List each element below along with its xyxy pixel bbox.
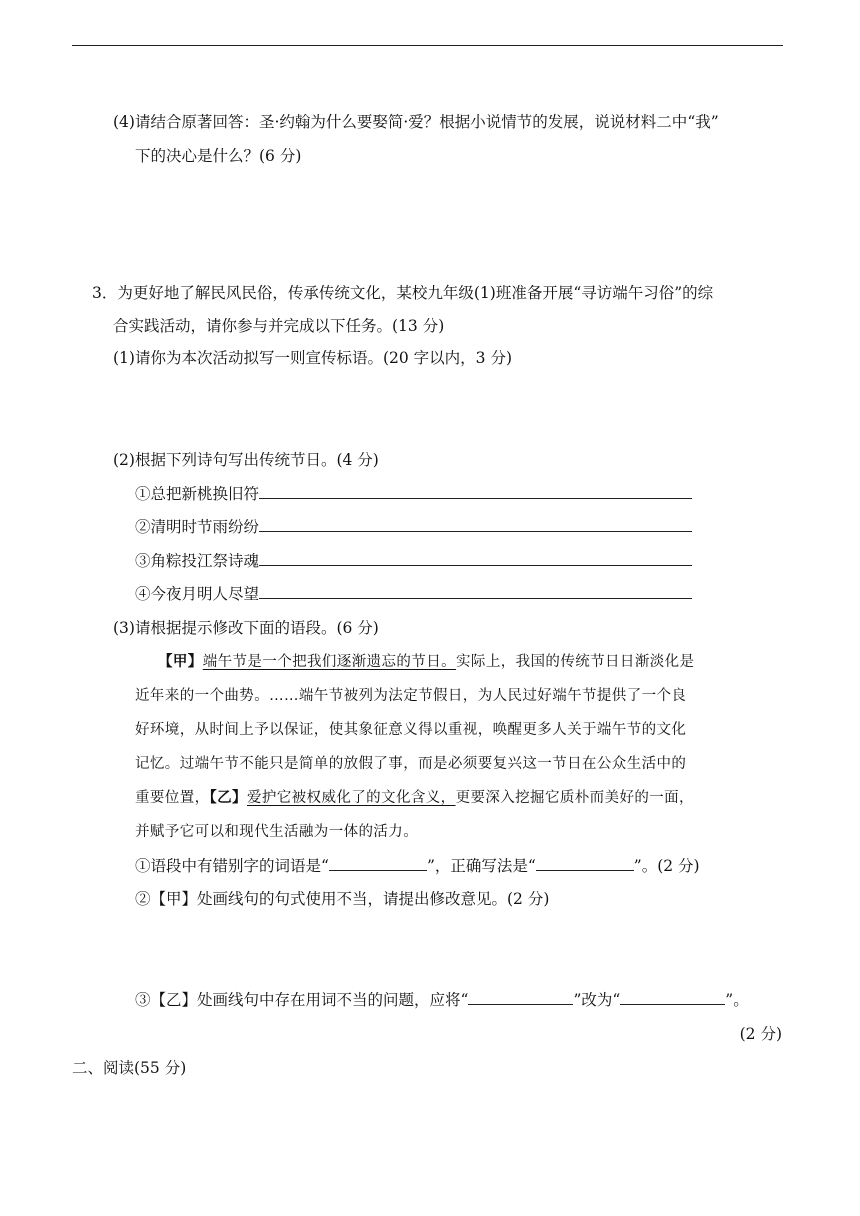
poem-line-2 [135, 517, 692, 537]
answer-blank[interactable] [620, 990, 725, 1005]
answer-blank[interactable] [259, 584, 692, 599]
sub-question-text: ①语段中有错别字的词语是“ [135, 857, 329, 875]
passage-line-4: 记忆。过端午节不能只是简单的放假了事，而是必须要复兴这一节日在公众生活中的 [135, 756, 687, 772]
question-3-part1: (1)请你为本次活动拟写一则宣传标语。(20 字以内，3 分) [113, 349, 512, 367]
passage-text: 重要位置， [135, 790, 210, 806]
answer-blank[interactable] [329, 856, 427, 871]
answer-blank[interactable] [259, 484, 692, 499]
poem-text: ④今夜月明人尽望 [135, 585, 260, 603]
question-3-line1: 3．为更好地了解民风民俗，传承传统文化，某校九年级(1)班准备开展“寻访端午习俗”的综 [92, 284, 714, 302]
poem-line-3 [135, 551, 692, 571]
question-3-line2: 合实践活动，请你参与并完成以下任务。(13 分) [113, 317, 445, 335]
poem-text: ③角粽投江祭诗魂 [135, 552, 260, 570]
question-3-part2: (2)根据下列诗句写出传统节日。(4 分) [113, 451, 379, 469]
underlined-sentence-jia: 端午节是一个把我们逐渐遗忘的节日。 [202, 654, 457, 670]
answer-blank[interactable] [536, 856, 634, 871]
header-rule [72, 45, 783, 46]
sub-question-2: ②【甲】处画线句的句式使用不当，请提出修改意见。(2 分) [135, 890, 550, 908]
poem-line-1 [135, 484, 692, 504]
sub-question-3-score: (2 分) [739, 1025, 782, 1043]
marker-jia: 【甲】 [158, 654, 203, 670]
underlined-sentence-yi: 爱护它被权威化了的文化含义， [246, 790, 456, 806]
sub-question-text: ”。(2 分) [633, 857, 700, 875]
answer-blank[interactable] [468, 990, 573, 1005]
poem-text: ①总把新桃换旧符 [135, 485, 260, 503]
passage-line-2: 近年来的一个曲势。……端午节被列为法定节假日，为人民过好端午节提供了一个良 [135, 688, 687, 704]
sub-question-text: ”。 [725, 991, 749, 1009]
marker-yi: 【乙】 [209, 790, 247, 806]
sub-question-text: ”，正确写法是“ [426, 857, 536, 875]
poem-text: ②清明时节雨纷纷 [135, 518, 260, 536]
passage-line-6: 并赋予它可以和现代生活融为一体的活力。 [135, 824, 419, 840]
question-3-part3: (3)请根据提示修改下面的语段。(6 分) [113, 619, 379, 637]
passage-line-1 [158, 652, 694, 672]
sub-question-text: ③【乙】处画线句中存在用词不当的问题，应将“ [135, 991, 469, 1009]
poem-line-4 [135, 584, 692, 604]
sub-question-1 [135, 856, 700, 876]
sub-question-text: ”改为“ [573, 991, 621, 1009]
answer-blank[interactable] [259, 551, 692, 566]
sub-question-3 [135, 990, 749, 1010]
passage-text: 实际上，我国的传统节日日渐淡化是 [456, 654, 695, 670]
section-2-title: 二、阅读(55 分) [72, 1059, 187, 1077]
answer-blank[interactable] [259, 517, 692, 532]
passage-line-5 [135, 788, 694, 808]
passage-text: 更要深入挖掘它质朴而美好的一面， [455, 790, 694, 806]
passage-line-3: 好环境，从时间上予以保证，使其象征意义得以重视，唤醒更多人关于端午节的文化 [135, 722, 687, 738]
question-2-4-line1: (4)请结合原著回答：圣·约翰为什么要娶简·爱？根据小说情节的发展，说说材料二中“我” [113, 113, 719, 131]
question-2-4-line2: 下的决心是什么？(6 分) [135, 147, 302, 165]
